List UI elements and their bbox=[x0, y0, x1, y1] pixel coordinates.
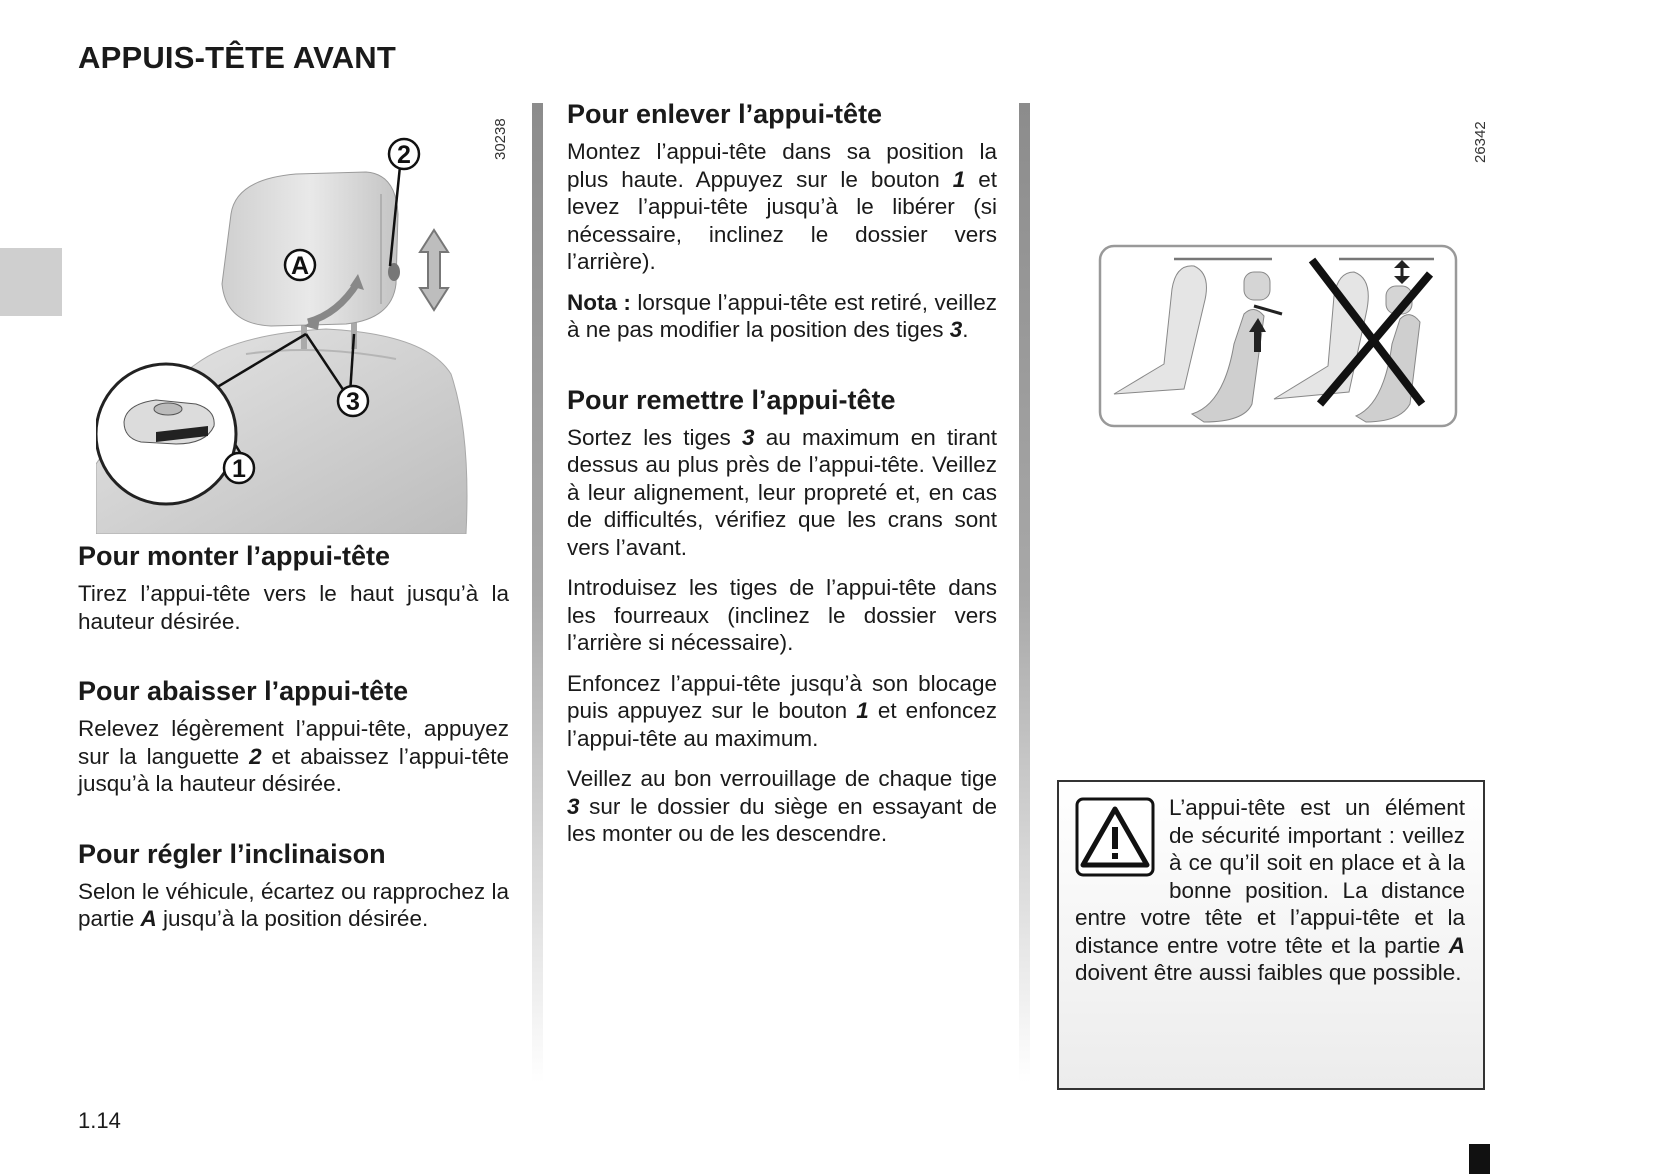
callout-3: 3 bbox=[346, 388, 360, 416]
text-nota: Nota : lorsque l’appui-tête est retiré, veillez à ne pas modifier la position des tiges 3. bbox=[567, 289, 997, 342]
text-tilt: Selon le véhicule, écartez ou rapprochez la partie A jusqu’à la position désirée. bbox=[78, 878, 509, 931]
text-remove: Montez l’appui-tête dans sa position la plus haute. Appuyez sur le bouton 1 et levez l’appui-tête jusqu’à le libérer (si nécessaire, inclinez le dossier vers l’arrière). bbox=[567, 139, 997, 274]
figure-code-right: 26342 bbox=[1472, 121, 1489, 163]
heading-lower: Pour abaisser l’appui-tête bbox=[78, 676, 409, 706]
text-refit-3: Enfoncez l’appui-tête jusqu’à son blocage puis appuyez sur le bouton 1 et enfoncez l’appui-tête au maximum. bbox=[567, 670, 997, 751]
heading-tilt: Pour régler l’inclinaison bbox=[78, 838, 386, 869]
chapter-tab bbox=[0, 248, 62, 316]
page-title: APPUIS-TÊTE AVANT bbox=[78, 40, 397, 75]
text-lower: Relevez légèrement l’appui-tête, appuyez sur la languette 2 et abaissez l’appui-tête jusqu’à la hauteur désirée. bbox=[78, 716, 509, 796]
text-raise: Tirez l’appui-tête vers le haut jusqu’à la hauteur désirée. bbox=[78, 581, 509, 634]
callout-2: 2 bbox=[397, 141, 411, 169]
ref-2: 2 bbox=[249, 743, 262, 769]
column-1 bbox=[78, 540, 509, 946]
position-drawing bbox=[1094, 104, 1514, 434]
safety-warning-box bbox=[1057, 780, 1485, 1090]
heading-raise: Pour monter l’appui-tête bbox=[78, 541, 391, 571]
text-refit-2: Introduisez les tiges de l’appui-tête dans les fourreaux (inclinez le dossier vers l’arrière si nécessaire). bbox=[567, 575, 997, 655]
edge-marker bbox=[1469, 1144, 1490, 1174]
warning-triangle-icon bbox=[1075, 797, 1155, 877]
ref-a: A bbox=[140, 906, 157, 931]
text-refit-4: Veillez au bon verrouillage de chaque tige 3 sur le dossier du siège en essayant de les monter ou de les descendre. bbox=[567, 766, 997, 846]
callout-a: A bbox=[290, 252, 310, 280]
nota-label: Nota : bbox=[567, 289, 631, 315]
column-divider-right bbox=[1019, 103, 1030, 1083]
position-illustration bbox=[1094, 104, 1514, 434]
callout-1: 1 bbox=[232, 455, 246, 483]
warning-text: L’appui-tête est un élément de sécurité important : veillez à ce qu’il soit en place et à la bonne position. La distance entre votre tête et l’appui-tête et la distance entre votre tête et la partie A doivent être aussi faibles que possible. bbox=[1075, 795, 1465, 985]
headrest-illustration bbox=[96, 104, 506, 534]
figure-code-left: 30238 bbox=[492, 118, 509, 160]
column-divider-left bbox=[532, 103, 543, 1083]
headrest-drawing bbox=[96, 104, 506, 534]
heading-remove: Pour enlever l’appui-tête bbox=[567, 99, 883, 129]
heading-refit: Pour remettre l’appui-tête bbox=[567, 384, 896, 415]
text-refit-1: Sortez les tiges 3 au maximum en tirant dessus au plus près de l’appui-tête. Veillez à leur alignement, leur propreté et, en cas de difficultés, vérifiez que les crans sont vers l’avant. bbox=[567, 424, 997, 560]
page-number: 1.14 bbox=[78, 1108, 121, 1133]
column-2 bbox=[567, 98, 997, 861]
